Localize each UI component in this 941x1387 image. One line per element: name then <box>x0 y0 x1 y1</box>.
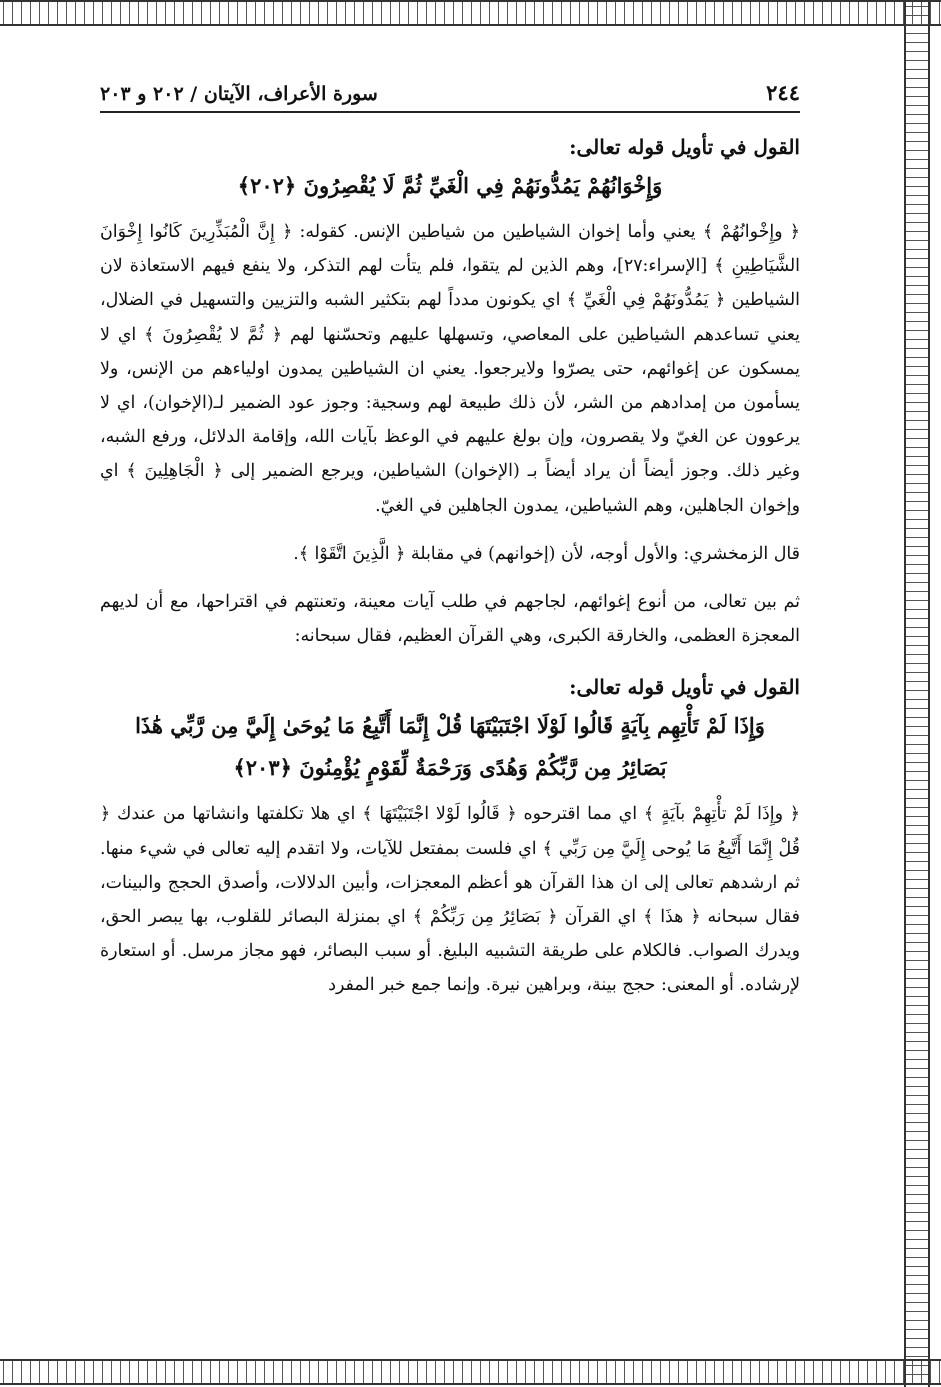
commentary-paragraph: ثم بين تعالى، من أنوع إغوائهم، لجاجهم في طلب آيات معينة، وتعنتهم في اقتراحها، مع أن لديهم المعجزة العظمى، والخارقة الكبرى، وهي القرآن العظيم، فقال سبحانه: <box>100 592 800 647</box>
commentary-paragraph: ﴿ وإِذَا لَمْ تأْتِهِمْ بآيَةٍ ﴾ اي مما اقترحوه ﴿ قَالُوا لَوْلا اجْتَبَيْتَهَا ﴾ اي هلا تكلفتها وانشاتها من عندك ﴿ قُلْ إِنَّمَا أَتَّبِعُ مَا يُوحى إِلَيَّ مِن رَبِّي ﴾ اي فلست بمفتعل للآيات، ولا اتقدم إليه تعالى في شيء منها. ثم ارشدهم تعالى إلى ان هذا القرآن هو أعظم المعجزات، وأبين الدلالات، وأصدق الحجج والبينات، فقال سبحانه ﴿ هذَا ﴾ اي القرآن ﴿ بَصَائِرُ مِن رَبِّكُمْ ﴾ اي بمنزلة البصائر للقلوب، بها يبصر الحق، ويدرك الصواب. فالكلام على طريقة التشبيه البليغ. أو سبب البصائر، فهو مجاز مرسل. أو استعارة لإرشاده. أو المعنى: حجج بينة، وبراهين نيرة. وإنما جمع خبر المفرد <box>100 804 800 996</box>
ornamental-border-bottom <box>0 1359 941 1385</box>
page-content <box>100 80 800 1003</box>
running-header <box>100 80 800 113</box>
ornamental-border-right <box>904 0 930 1387</box>
running-title: سورة الأعراف، الآيتان / ٢٠٢ و ٢٠٣ <box>100 83 378 105</box>
commentary-paragraph: قال الزمخشري: والأول أوجه، لأن (إخوانهم) في مقابلة ﴿ الَّذِينَ اتَّقَوْا ﴾. <box>293 543 800 564</box>
quran-verse-line: بَصَائِرُ مِن رَّبِّكُمْ وَهُدًى وَرَحْمَةٌ لِّقَوْمٍ يُؤْمِنُونَ ﴿٢٠٣﴾ <box>233 755 667 781</box>
ornamental-border-top <box>0 0 941 26</box>
section-heading: القول في تأويل قوله تعالى: <box>569 675 800 700</box>
page-number: ٢٤٤ <box>766 80 800 105</box>
quran-verse-line: وَإِذَا لَمْ تَأْتِهِم بِآيَةٍ قَالُوا لَوْلَا اجْتَبَيْتَهَا قُلْ إِنَّمَا أَتَّبِعُ مَا يُوحَىٰ إِلَيَّ مِن رَّبِّي هَٰذَا <box>135 713 765 739</box>
commentary-paragraph: ﴿ وإِخْوانُهُمْ ﴾ يعني وأما إخوان الشياطين من شياطين الإنس. كقوله: ﴿ إِنَّ الْمُبَذِّرِينَ كَانُوا إِخْوَانَ الشَّيَاطِينِ ﴾ [الإسراء:٢٧]، وهم الذين لم يتقوا، فلم يتأت لهم التذكر، ولا ينفع فيهم الاستعاذة لان الشياطين ﴿ يَمُدُّونَهُمْ فِي الْغَيِّ ﴾ اي يكونون مدداً لهم بتكثير الشبه والتزيين والتسهيل في الضلال، يعني تساعدهم الشياطين على المعاصي، وتسهلها عليهم وتحسّنها لهم ﴿ ثُمَّ لا يُقْصِرُونَ ﴾ اي لا يمسكون عن إغوائهم، حتى يصرّوا ولايرجعوا. يعني ان الشياطين يمدون اولياءهم من الإنس، ولا يسأمون من إمدادهم من الشر، لأن ذلك طبيعة لهم وسجية: وجوز عود الضمير لـ(الإخوان)، اي لا يرعوون عن الغيّ ولا يقصرون، وإن بولغ عليهم في الوعظ بآيات الله، وإقامة الدلائل، ورفع الشبه، وغير ذلك. وجوز أيضاً أن يراد أيضاً بـ (الإخوان) الشياطين، ويرجع الضمير إلى ﴿ الْجَاهِلِينَ ﴾ اي وإخوان الجاهلين، وهم الشياطين، يمدون الجاهلين في الغيّ. <box>100 222 800 516</box>
quran-verse: وَإِخْوَانُهُمْ يَمُدُّونَهُمْ فِي الْغَيِّ ثُمَّ لَا يُقْصِرُونَ ﴿٢٠٢﴾ <box>237 173 663 198</box>
quran-verse <box>100 705 800 789</box>
section-heading: القول في تأويل قوله تعالى: <box>569 135 800 159</box>
